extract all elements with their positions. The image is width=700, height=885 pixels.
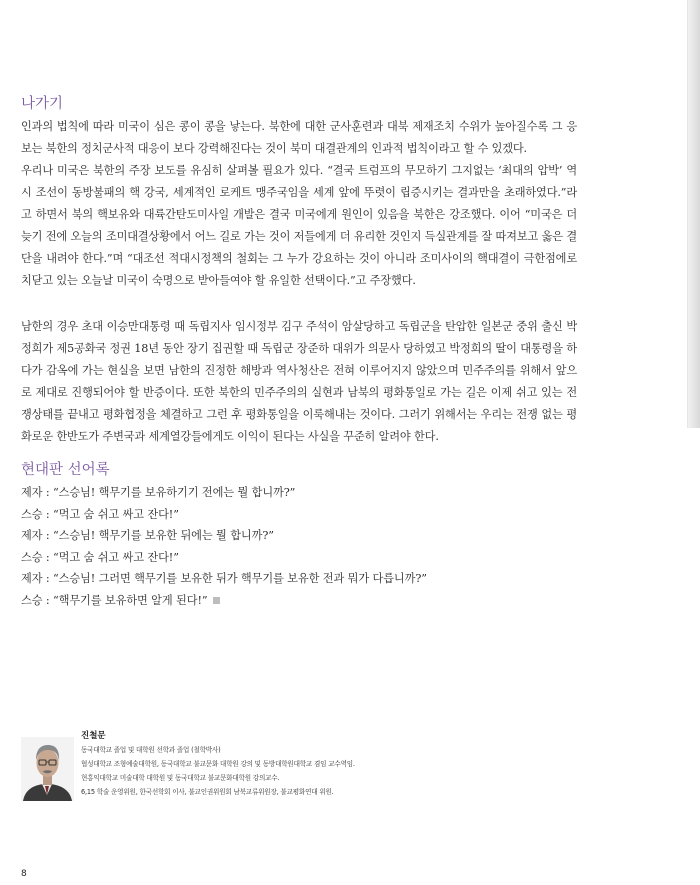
paragraph-gap <box>21 292 577 316</box>
section-heading-zen-dialogue: 현대판 선어록 <box>21 462 110 478</box>
dialogue-line-last <box>21 590 577 612</box>
article-body <box>21 92 577 611</box>
dialogue-line: 제자 : “스승님! 핵무기를 보유한 뒤에는 뭘 합니까?” <box>21 529 274 542</box>
dialogue-line-text: 스승 : “핵무기를 보유하면 알게 된다!” <box>21 593 208 607</box>
author-bio-line: 6,15 학술 운영위원, 한국선학회 이사, 불교인권위원회 남북교류위원장, 불교평화연대 위원. <box>81 788 334 796</box>
dialogue-line: 스승 : “먹고 숨 쉬고 싸고 잔다!” <box>21 550 179 564</box>
dialogue-line: 제자 : “스승님! 그러면 핵무기를 보유한 뒤가 핵무기를 보유한 전과 뭐가 다릅니까?” <box>21 572 427 585</box>
section-heading-conclusion: 나가기 <box>21 96 64 112</box>
author-photo <box>21 737 74 801</box>
page-number: 8 <box>21 869 27 879</box>
dialogue-line: 제자 : “스승님! 핵무기를 보유하기기 전에는 뭘 합니까?” <box>21 486 296 499</box>
dialogue-block <box>21 482 577 611</box>
author-portrait-icon <box>21 737 74 801</box>
page-edge-shade <box>688 0 700 428</box>
paragraph: 우리나 미국은 북한의 주장 보도를 유심히 살펴볼 필요가 있다. “결국 트럼프의 무모하기 그지없는 ‘최대의 압박’ 역시 조선이 동방불패의 핵 강국, 세계적인 로케트 맹주국임을 세계 앞에 뚜렷이 립증시키는 결과만을 초래하였다.”라고 하면서 북의 핵보유와 대륙간탄도미사일 개발은 결국 미국에게 원인이 있음을 북한은 강조했다. 이어 “미국은 더 늦기 전에 오늘의 조미대결상황에서 어느 길로 가는 것이 저들에게 더 유리한 것인지 득실관계를 잘 따져보고 옳은 결단을 내려야 한다.”며 “대조선 적대시정책의 철회는 그 누가 강요하는 것이 아니라 조미사이의 핵대결이 극한점에로 치닫고 있는 오늘날 미국이 숙명으로 받아들여야 할 유일한 선택이다.”고 주장했다. <box>21 164 577 287</box>
author-bio-line: 현홍익대학교 미술대학 대학원 및 동국대학교 불교문화대학원 강의교수. <box>81 774 280 782</box>
end-mark-icon <box>213 597 220 604</box>
dialogue-line: 스승 : “먹고 숨 쉬고 싸고 잔다!” <box>21 507 179 521</box>
author-name: 진철문 <box>81 731 106 741</box>
author-bio-line: 동국대학교 졸업 및 대학원 선학과 졸업 (철학박사) <box>81 746 221 754</box>
paragraph: 인과의 법칙에 따라 미국이 심은 콩이 콩을 낳는다. 북한에 대한 군사훈련과 대북 제재조치 수위가 높아질수록 그 응보는 북한의 정치군사적 대응이 보다 강력해진다는 것이 북미 대결관계의 인과적 법칙이라고 할 수 있겠다. <box>21 120 577 155</box>
section-gap <box>21 448 577 458</box>
author-info <box>81 730 581 799</box>
author-bio-line: 협성대학교 조형예술대학원, 동국대학교 불교문화 대학원 강의 및 동방대학원대학교 겸임 교수역임. <box>81 760 355 768</box>
paragraph: 남한의 경우 초대 이승만대통령 때 독립지사 임시정부 김구 주석이 암살당하고 독립군을 탄압한 일본군 중위 출신 박정희가 제5공화국 정권 18년 동안 장기 집권할 때 독립군 장준하 대위가 의문사 당하였고 박정희의 딸이 대통령을 하다가 감옥에 가는 현실을 보면 남한의 진정한 해방과 역사청산은 전혀 이루어지지 않았으며 민주주의를 위해서 앞으로 제대로 진행되어야 할 반증이다. 또한 북한의 민주주의의 실현과 남북의 평화통일로 가는 길은 이제 쉬고 있는 전쟁상태를 끝내고 평화협정을 체결하고 그런 후 평화통일을 이룩해내는 것이다. 그러기 위해서는 우리는 전쟁 없는 평화로운 한반도가 주변국과 세계열강들에게도 이익이 된다는 사실을 꾸준히 알려야 한다. <box>21 320 577 443</box>
